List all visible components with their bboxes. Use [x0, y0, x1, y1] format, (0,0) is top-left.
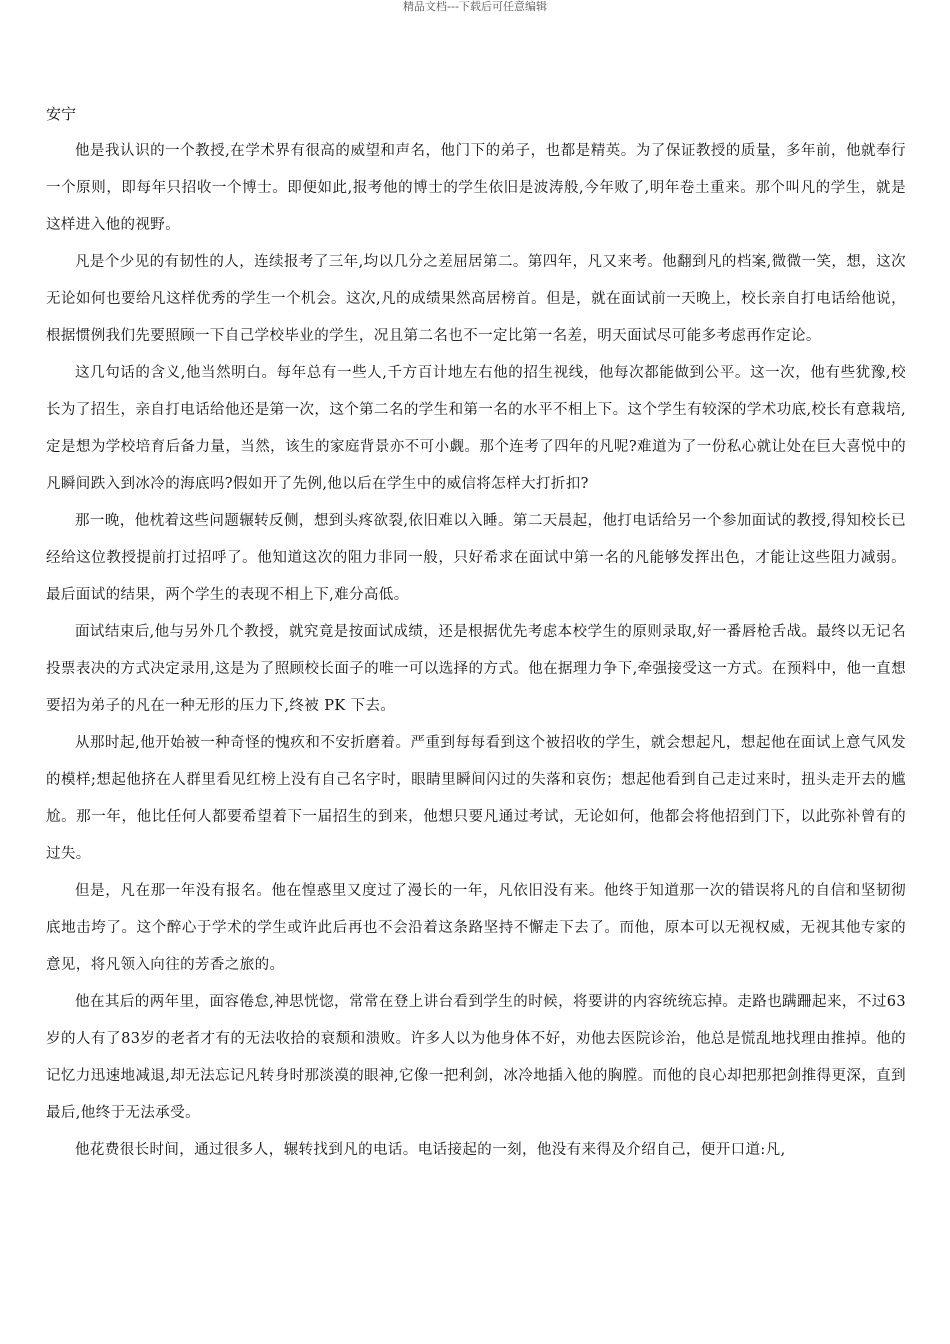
paragraph: 那一晚，他枕着这些问题辗转反侧，想到头疼欲裂,依旧难以入睡。第二天晨起，他打电话给另一个参加面试的教授,得知校长已经给这位教授提前打过招呼了。他知道这次的阻力非同一般，只好希求在面试中第一名的凡能够发挥出色，才能让这些阻力减弱。最后面试的结果，两个学生的表现不相上下,难分高低。: [46, 513, 906, 603]
paragraph: 这几句话的含义,他当然明白。每年总有一些人,千方百计地左右他的招生视线，他每次都能做到公平。这一次，他有些犹豫,校长为了招生，亲自打电话给他还是第一次，这个第二名的学生和第一名的水平不相上下。这个学生有较深的学术功底,校长有意栽培,定是想为学校培育后备力量，当然，该生的家庭背景亦不可小觑。那个连考了四年的凡呢?难道为了一份私心就让处在巨大喜悦中的凡瞬间跌入到冰冷的海底吗?假如开了先例,他以后在学生中的威信将怎样大打折扣?: [46, 365, 906, 492]
paragraph: 他在其后的两年里，面容倦怠,神思恍惚，常常在登上讲台看到学生的时候，将要讲的内容统统忘掉。走路也蹒跚起来，不过63岁的人有了83岁的老者才有的无法收拾的衰颓和溃败。许多人以为他身体不好，劝他去医院诊治，他总是慌乱地找理由推掉。他的记忆力迅速地减退,却无法忘记凡转身时那淡漠的眼神,它像一把利剑，冰冷地插入他的胸膛。而他的良心却把那把剑推得更深，直到最后,他终于无法承受。: [46, 994, 906, 1121]
paragraph: 他花费很长时间，通过很多人，辗转找到凡的电话。电话接起的一刻，他没有来得及介绍自己，便开口道:凡,: [75, 1142, 786, 1158]
paragraph: 面试结束后,他与另外几个教授，就究竟是按面试成绩，还是根据优先考虑本校学生的原则录取,好一番唇枪舌战。最终以无记名投票表决的方式决定录用,这是为了照顾校长面子的唯一可以选择的方式。他在据理力争下,牵强接受这一方式。在预料中，他一直想要招为弟子的凡在一种无形的压力下,终被 PK 下去。: [46, 624, 906, 714]
document-title: 安宁: [46, 105, 77, 123]
document-body: [46, 96, 906, 1169]
page-header: 精品文档---下载后可任意编辑: [403, 0, 547, 13]
paragraph: 但是，凡在那一年没有报名。他在惶惑里又度过了漫长的一年，凡依旧没有来。他终于知道那一次的错误将凡的自信和坚韧彻底地击垮了。这个醉心于学术的学生或许此后再也不会沿着这条路坚持不懈走下去了。而他，原本可以无视权威，无视其他专家的意见，将凡领入向往的芳香之旅的。: [46, 883, 906, 973]
paragraph: 他是我认识的一个教授,在学术界有很高的威望和声名，他门下的弟子，也都是精英。为了保证教授的质量，多年前，他就奉行一个原则，即每年只招收一个博士。即便如此,报考他的博士的学生依旧是波涛般,今年败了,明年卷土重来。那个叫凡的学生，就是这样进入他的视野。: [46, 143, 906, 233]
paragraph: 从那时起,他开始被一种奇怪的愧疚和不安折磨着。严重到每每看到这个被招收的学生，就会想起凡，想起他在面试上意气风发的模样;想起他挤在人群里看见红榜上没有自己名字时，眼睛里瞬间闪过的失落和哀伤；想起他看到自己走过来时，扭头走开去的尴尬。那一年，他比任何人都要希望着下一届招生的到来，他想只要凡通过考试，无论如何，他都会将他招到门下，以此弥补曾有的过失。: [46, 735, 906, 862]
paragraph: 凡是个少见的有韧性的人，连续报考了三年,均以几分之差屈居第二。第四年，凡又来考。他翻到凡的档案,微微一笑，想，这次无论如何也要给凡这样优秀的学生一个机会。这次,凡的成绩果然高居榜首。但是，就在面试前一天晚上，校长亲自打电话给他说，根据惯例我们先要照顾一下自己学校毕业的学生，况且第二名也不一定比第一名差，明天面试尽可能多考虑再作定论。: [46, 254, 906, 344]
